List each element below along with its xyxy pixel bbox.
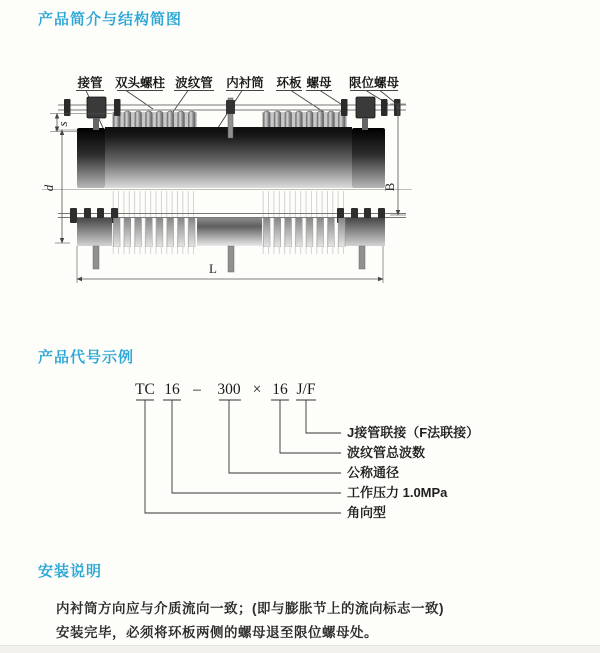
code-segments (135, 381, 316, 398)
code-seg-dn: 300 (217, 381, 241, 398)
dim-L: L (209, 261, 217, 276)
anno-type: 角向型 (347, 505, 387, 520)
label-bowenguan: 波纹管 (175, 76, 213, 90)
anno-connection: J接管联接（F法联接） (347, 425, 480, 440)
code-callout-lines (136, 400, 341, 513)
label-jieguan: 接管 (77, 76, 103, 90)
code-seg-dash: – (193, 381, 201, 398)
anno-waves: 波纹管总波数 (347, 445, 426, 460)
label-shuangtou: 双头螺柱 (114, 76, 166, 90)
anno-pressure: 工作压力 1.0MPa (347, 485, 448, 500)
label-luomu: 螺母 (306, 76, 332, 90)
section-title-code: 产品代号示例 (38, 349, 135, 366)
label-neichentong: 内衬筒 (226, 76, 264, 90)
dim-B: B (382, 182, 397, 192)
dim-d: d (41, 184, 56, 192)
install-instructions (56, 597, 444, 645)
code-annotations (347, 425, 479, 520)
code-seg-conn: J/F (296, 381, 316, 398)
label-huanban: 环板 (276, 76, 302, 90)
install-line-1: 内衬筒方向应与介质流向一致；(即与膨胀节上的流向标志一致) (56, 601, 444, 616)
code-seg-pressure: 16 (164, 381, 180, 398)
code-seg-waves: 16 (272, 381, 288, 398)
code-seg-times: × (252, 381, 262, 398)
section-title-intro: 产品简介与结构简图 (38, 11, 183, 28)
section-title-install: 安装说明 (38, 563, 103, 580)
code-seg-type: TC (135, 381, 155, 398)
dim-s: s (55, 121, 70, 127)
install-line-2: 安装完毕，必须将环板两侧的螺母退至限位螺母处。 (56, 625, 378, 640)
product-code-diagram (0, 372, 600, 540)
body-bottom-half (77, 218, 385, 247)
label-xianwei: 限位螺母 (348, 76, 400, 90)
anno-dn: 公称通径 (347, 465, 400, 480)
structure-diagram (0, 50, 600, 325)
diagram-part-labels (76, 75, 399, 90)
